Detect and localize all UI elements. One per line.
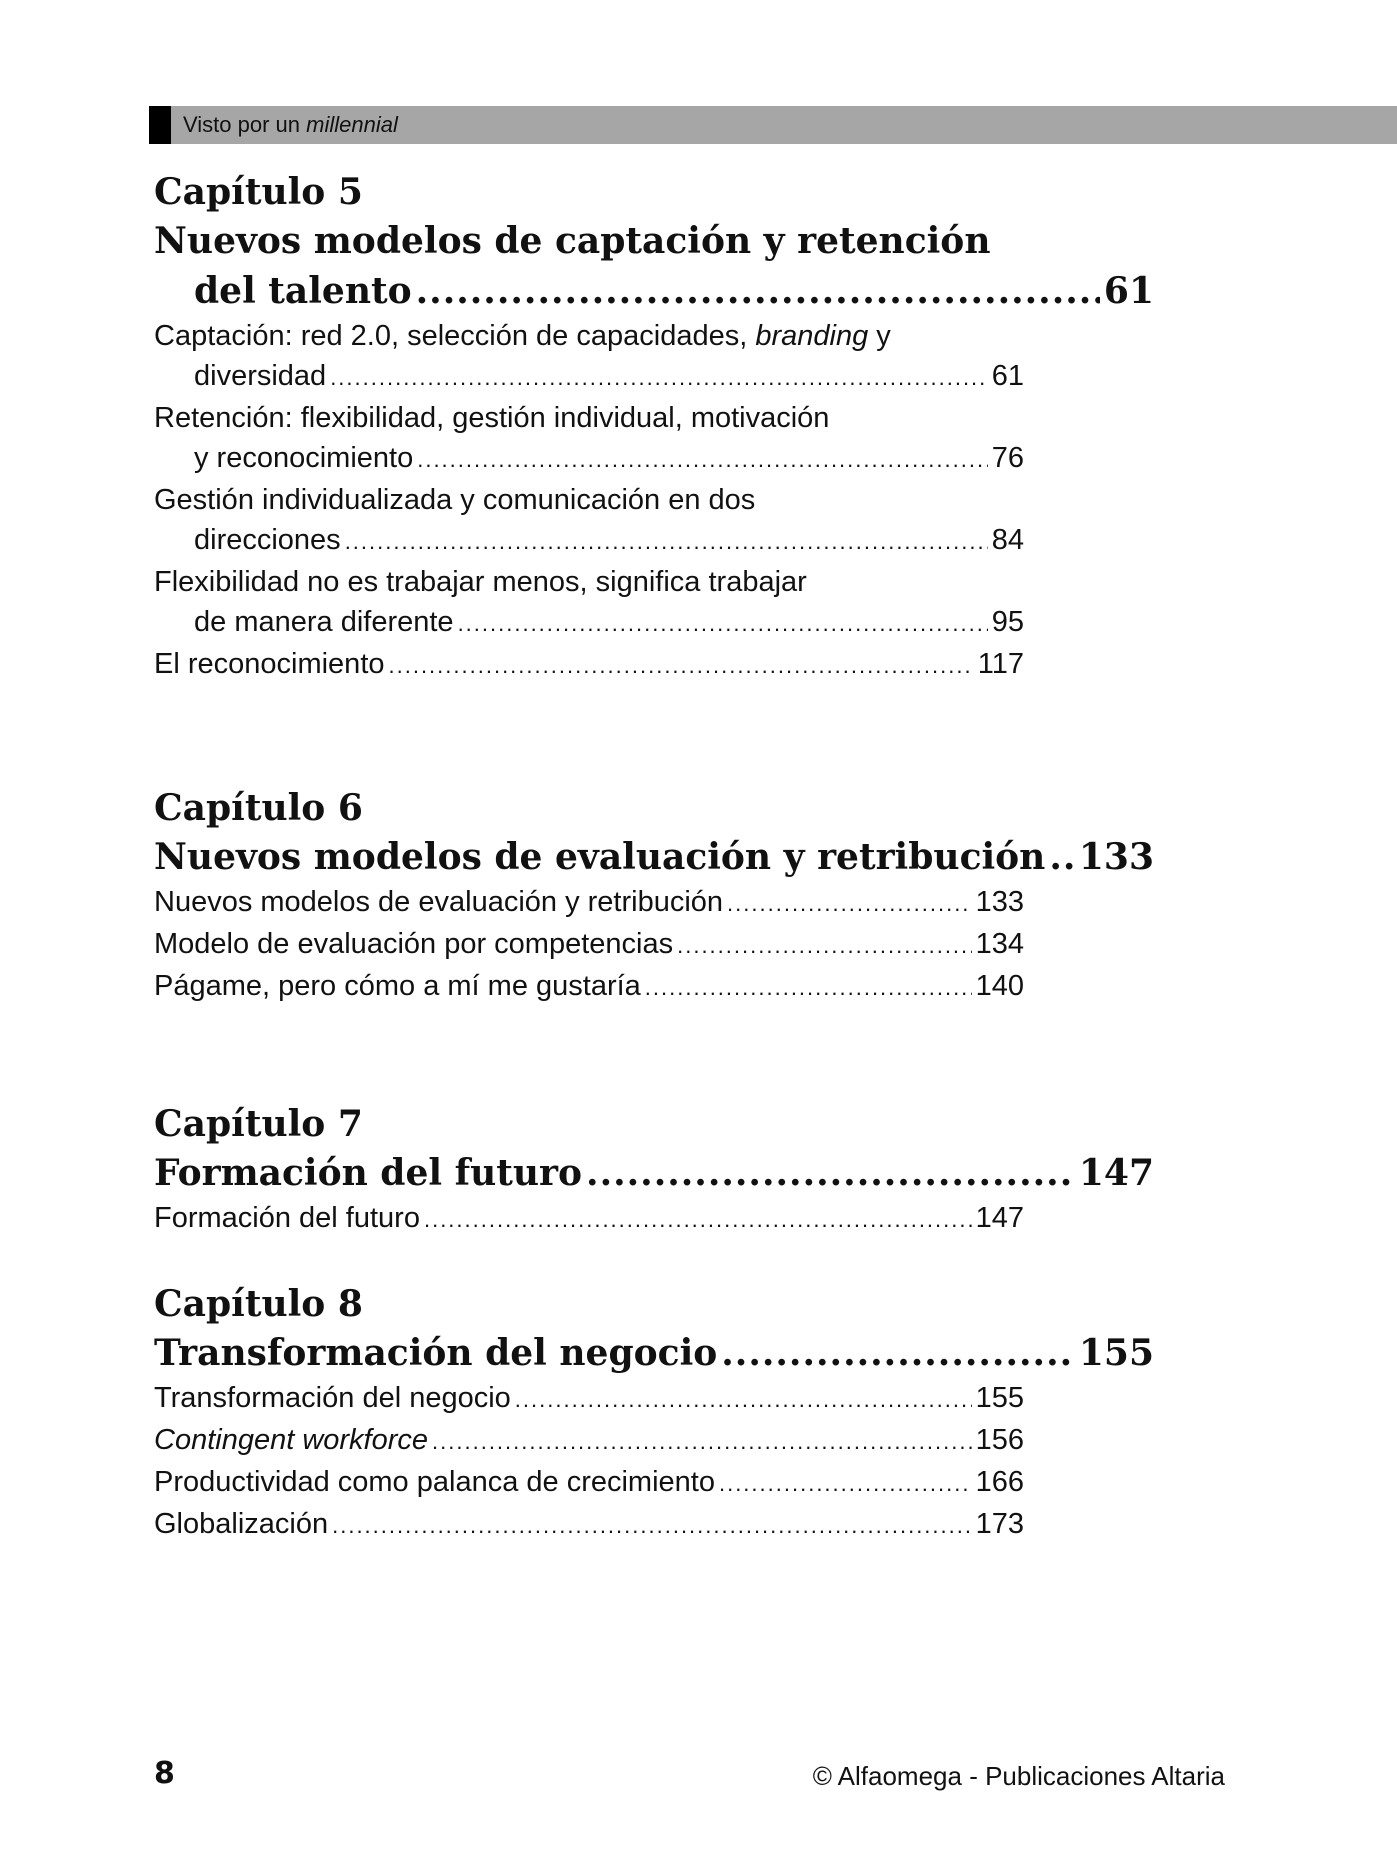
- entry-leader: [154, 1462, 1024, 1504]
- entry-leader: [154, 1198, 1024, 1240]
- chapter-title-leader: [154, 266, 1154, 316]
- chapter-title-text: Formación del futuro: [154, 1152, 583, 1194]
- chapter-label: Capítulo 6: [154, 787, 363, 829]
- entry-text: Págame, pero cómo a mí me gustaría: [154, 970, 641, 1002]
- chapter-page-number: 133: [1078, 836, 1154, 878]
- dot-leader: [719, 1462, 972, 1504]
- chapter-title: [154, 1148, 1154, 1198]
- chapter-5: [154, 168, 1154, 686]
- entry-leader: [154, 602, 1024, 644]
- toc-entry[interactable]: [154, 1198, 1024, 1240]
- entry-page-number: 166: [975, 1466, 1024, 1498]
- dot-leader: [389, 644, 974, 686]
- dot-leader: [424, 1198, 972, 1240]
- chapter-label: Capítulo 5: [154, 171, 363, 213]
- entry-text: El reconocimiento: [154, 648, 385, 680]
- dot-leader: [417, 438, 988, 480]
- chapter-title-text: Nuevos modelos de evaluación y retribución: [154, 836, 1046, 878]
- entry-page-number: 133: [975, 886, 1024, 918]
- chapter-title-leader: [154, 832, 1154, 882]
- chapter-title-line: Nuevos modelos de captación y retención: [154, 220, 991, 262]
- chapter-page-number: 147: [1078, 1152, 1154, 1194]
- entry-text: Transformación del negocio: [154, 1382, 511, 1414]
- entry-text: Captación: red 2.0, selección de capacidades,: [154, 320, 756, 352]
- dot-leader: [330, 356, 988, 398]
- dot-leader: [1049, 832, 1074, 882]
- entry-page-number: 95: [991, 606, 1024, 638]
- entry-text: Modelo de evaluación por competencias: [154, 928, 674, 960]
- chapter-title: [154, 1328, 1154, 1378]
- entry-leader: [154, 1378, 1024, 1420]
- dot-leader: [432, 1420, 972, 1462]
- running-header-emphasis: millennial: [306, 112, 398, 137]
- dot-leader: [515, 1378, 972, 1420]
- toc-entry[interactable]: [154, 966, 1024, 1008]
- dot-leader: [645, 966, 972, 1008]
- table-of-contents: [154, 168, 1154, 1546]
- entry-leader: [154, 966, 1024, 1008]
- entry-text: de manera diferente: [194, 606, 454, 638]
- entry-text: y reconocimiento: [194, 442, 414, 474]
- entry-leader: [154, 644, 1024, 686]
- toc-entry[interactable]: [154, 562, 1024, 644]
- chapter-page-number: 61: [1103, 270, 1154, 312]
- entry-page-number: 147: [975, 1202, 1024, 1234]
- entry-text: diversidad: [194, 360, 327, 392]
- toc-entry[interactable]: [154, 1420, 1024, 1462]
- dot-leader: [677, 924, 972, 966]
- chapter-title: [154, 832, 1154, 882]
- entry-leader: [154, 924, 1024, 966]
- entry-text: direcciones: [194, 524, 341, 556]
- footer-publisher: © Alfaomega - Publicaciones Altaria: [812, 1761, 1225, 1791]
- running-header: [183, 110, 398, 140]
- toc-entry[interactable]: [154, 398, 1024, 480]
- section-list: [154, 1198, 1024, 1240]
- entry-leader: [154, 882, 1024, 924]
- running-header-marker: [149, 106, 171, 144]
- toc-entry[interactable]: [154, 1378, 1024, 1420]
- chapter-label: Capítulo 8: [154, 1283, 363, 1325]
- entry-leader: [154, 520, 1024, 562]
- entry-leader: [154, 438, 1024, 480]
- entry-page-number: 140: [975, 970, 1024, 1002]
- entry-page-number: 84: [991, 524, 1024, 556]
- entry-leader: [154, 1504, 1024, 1546]
- entry-text: Retención: flexibilidad, gestión individual, motivación: [154, 402, 830, 434]
- entry-text: Globalización: [154, 1508, 329, 1540]
- toc-entry[interactable]: [154, 644, 1024, 686]
- toc-entry[interactable]: [154, 1462, 1024, 1504]
- toc-entry[interactable]: [154, 1504, 1024, 1546]
- chapter-6: [154, 784, 1154, 1008]
- entry-page-number: 117: [977, 648, 1024, 680]
- entry-text: Nuevos modelos de evaluación y retribución: [154, 886, 724, 918]
- chapter-page-number: 155: [1078, 1332, 1154, 1374]
- toc-entry[interactable]: [154, 316, 1024, 398]
- entry-text: Productividad como palanca de crecimiento: [154, 1466, 715, 1498]
- entry-page-number: 156: [975, 1424, 1024, 1456]
- chapter-7: [154, 1100, 1154, 1240]
- dot-leader: [332, 1504, 972, 1546]
- entry-text: Formación del futuro: [154, 1202, 420, 1234]
- dot-leader: [727, 882, 972, 924]
- chapter-8: [154, 1280, 1154, 1546]
- entry-page-number: 61: [991, 360, 1024, 392]
- entry-text: Flexibilidad no es trabajar menos, significa trabajar: [154, 566, 807, 598]
- entry-page-number: 76: [991, 442, 1024, 474]
- entry-text-emphasis: Contingent workforce: [154, 1424, 429, 1456]
- footer-page-number: 8: [154, 1756, 175, 1791]
- toc-entry[interactable]: [154, 480, 1024, 562]
- chapter-title-text: Transformación del negocio: [154, 1332, 718, 1374]
- entry-text-emphasis: branding: [755, 320, 869, 352]
- toc-entry[interactable]: [154, 882, 1024, 924]
- entry-leader: [154, 1420, 1024, 1462]
- chapter-title-leader: [154, 1148, 1154, 1198]
- chapter-title-leader: [154, 1328, 1154, 1378]
- section-list: [154, 882, 1024, 1008]
- entry-leader: [154, 356, 1024, 398]
- section-list: [154, 316, 1024, 686]
- dot-leader: [721, 1328, 1075, 1378]
- entry-text: y: [868, 320, 891, 352]
- dot-leader: [416, 266, 1100, 316]
- entry-page-number: 173: [975, 1508, 1024, 1540]
- entry-text: Gestión individualizada y comunicación en dos: [154, 484, 756, 516]
- dot-leader: [345, 520, 988, 562]
- chapter-label: Capítulo 7: [154, 1103, 363, 1145]
- section-list: [154, 1378, 1024, 1546]
- chapter-title-line: del talento: [194, 270, 412, 312]
- entry-page-number: 134: [975, 928, 1024, 960]
- dot-leader: [458, 602, 988, 644]
- chapter-title: [154, 216, 1154, 316]
- entry-page-number: 155: [975, 1382, 1024, 1414]
- toc-entry[interactable]: [154, 924, 1024, 966]
- dot-leader: [586, 1148, 1075, 1198]
- running-header-prefix: Visto por un: [183, 112, 307, 137]
